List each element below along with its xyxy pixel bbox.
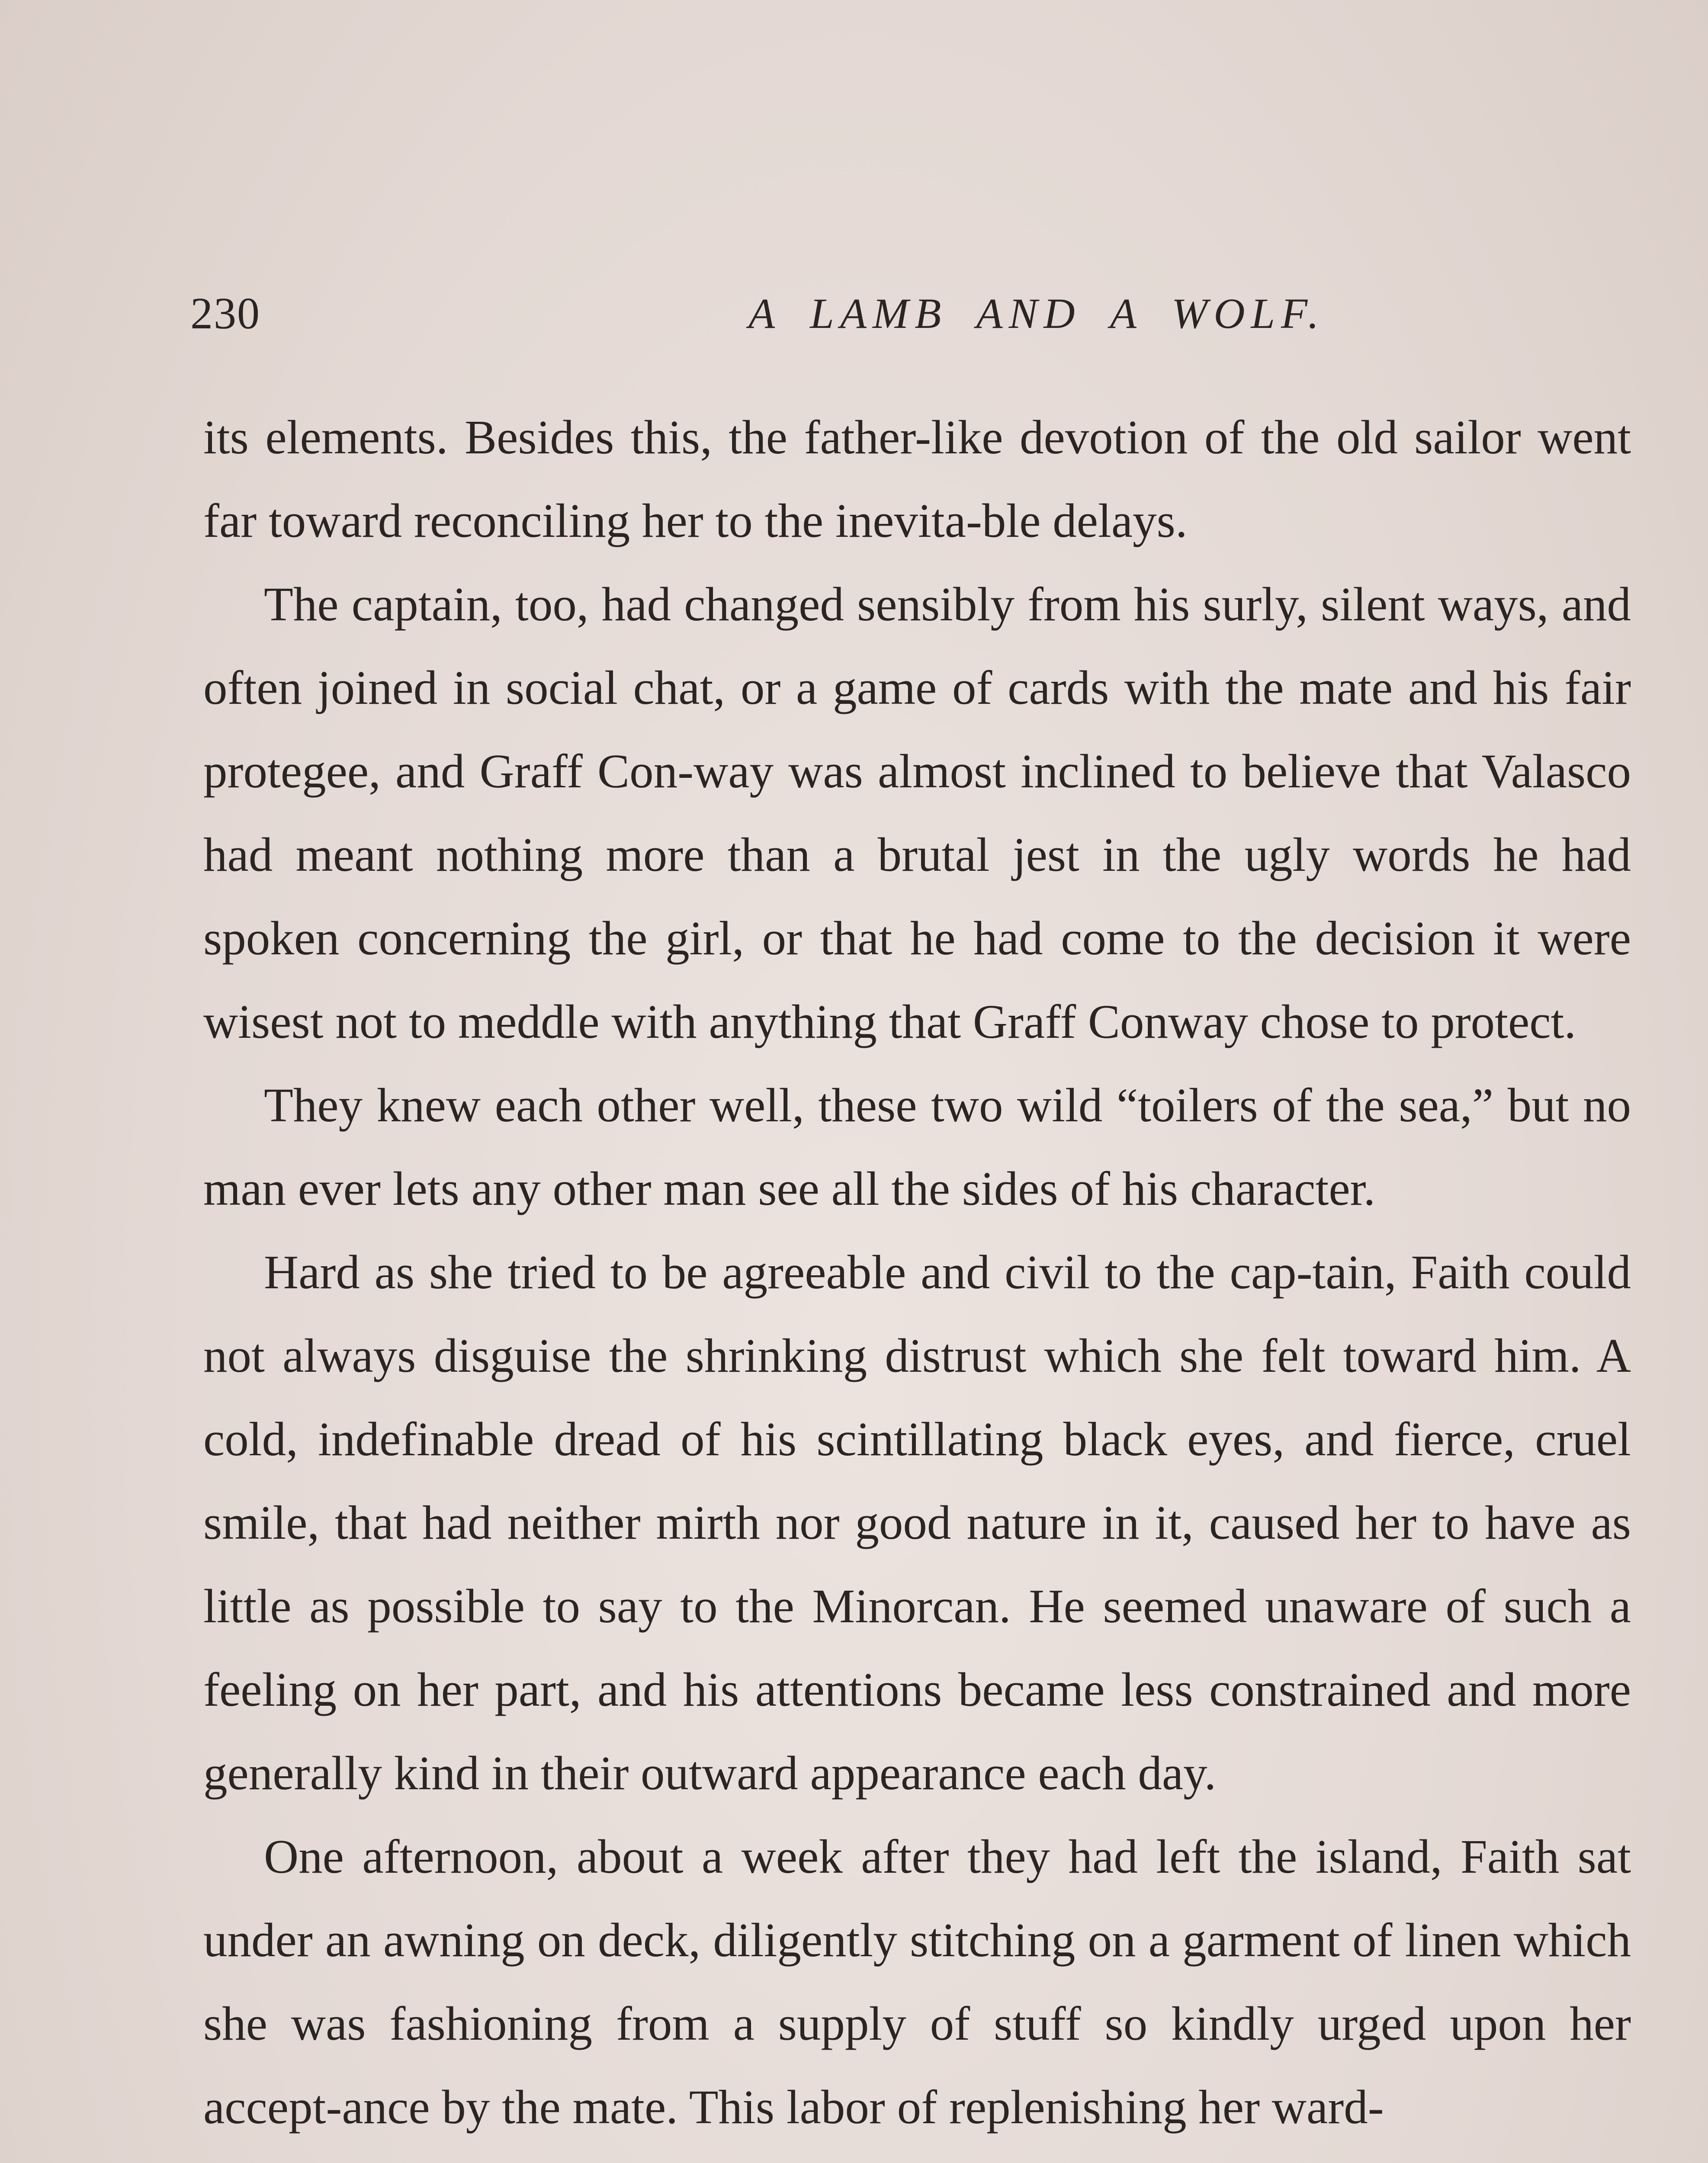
paragraph: One afternoon, about a week after they had left the island, Faith sat under an awning on deck, diligently stitching on a garment of linen which she was fashioning from a supply of stuff so kindly urged upon her accept-ance by the mate. This labor of replenishing her ward- [203, 1830, 1631, 2134]
running-title: A LAMB AND A WOLF. [748, 289, 1325, 337]
paragraph-continued: its elements. Besides this, the father-like devotion of the old sailor went far toward reconciling her to the inevita-ble delays. [203, 411, 1631, 548]
paragraph: Hard as she tried to be agreeable and civil to the cap-tain, Faith could not always disguise the shrinking distrust which she felt toward him. A cold, indefinable dread of his scintillating black eyes, and fierce, cruel smile, that had neither mirth nor good nature in it, caused her to have as little as possible to say to the Minorcan. He seemed unaware of such a feeling on her part, and his attentions became less constrained and more generally kind in their outward appearance each day. [203, 1246, 1631, 1800]
page-header [190, 281, 1631, 346]
page-number: 230 [190, 289, 260, 338]
paragraph: The captain, too, had changed sensibly from his surly, silent ways, and often joined in social chat, or a game of cards with the mate and his fair protegee, and Graff Con-way was almost inclined to believe that Valasco had meant nothing more than a brutal jest in the ugly words he had spoken concerning the girl, or that he had come to the decision it were wisest not to meddle with anything that Graff Conway chose to protect. [203, 578, 1631, 1049]
body-text [203, 396, 1631, 2149]
paragraph: They knew each other well, these two wild “toilers of the sea,” but no man ever lets any other man see all the sides of his character. [203, 1079, 1631, 1216]
